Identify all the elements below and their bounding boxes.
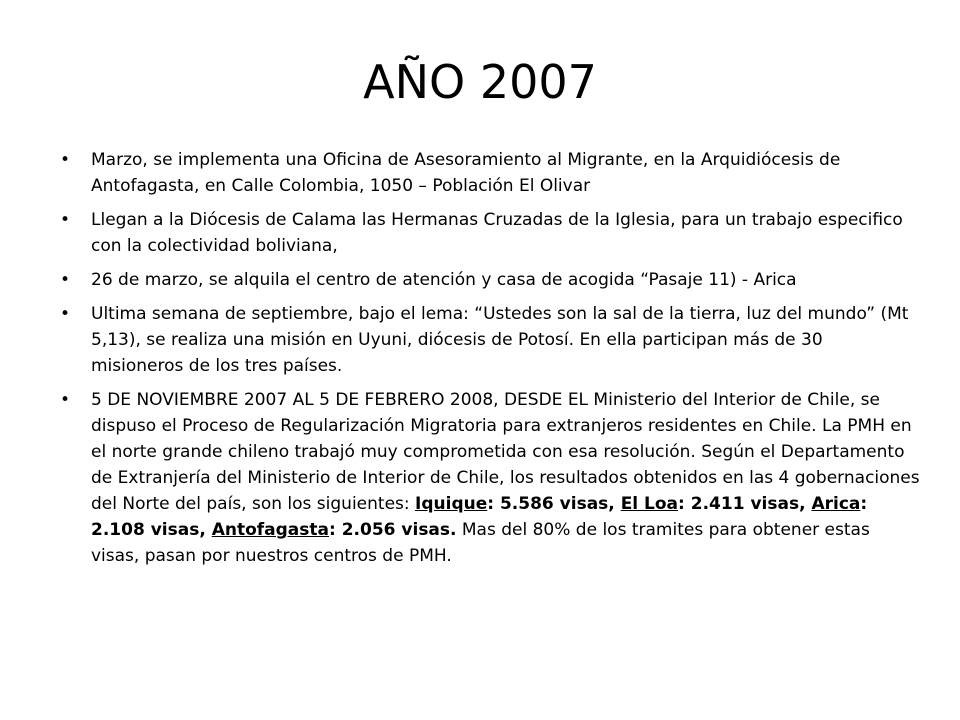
- bullet-text-outro: Mas del 80% de los tramites para obtener estas visas, pasan por nuestros centros de PMH.: [91, 520, 870, 566]
- bullet-dot: •: [60, 270, 71, 290]
- bullet-item: [60, 267, 920, 293]
- bullet-text: Ultima semana de septiembre, bajo el lema: “Ustedes son la sal de la tierra, luz del mundo” (Mt 5,13), se realiza una misión en Uyuni, diócesis de Potosí. En ella participan más de 30 misioneros de los tres países.: [91, 304, 909, 376]
- bullet-dot: •: [60, 150, 71, 170]
- result-iquique: [415, 494, 621, 514]
- result-separator: ,: [799, 494, 812, 514]
- result-value: : 2.411 visas: [678, 494, 800, 514]
- bullet-item: [60, 147, 920, 199]
- result-value: : 2.056 visas.: [329, 520, 457, 540]
- result-el-loa: [621, 494, 812, 514]
- result-place: El Loa: [620, 494, 679, 514]
- bullet-list: [60, 147, 920, 577]
- bullet-item: [60, 207, 920, 259]
- result-separator: ,: [199, 520, 212, 540]
- result-place: Iquique: [415, 494, 488, 514]
- result-value: : 5.586 visas: [487, 494, 609, 514]
- bullet-text: Marzo, se implementa una Oficina de Asesoramiento al Migrante, en la Arquidiócesis de Antofagasta, en Calle Colombia, 1050 – Población El Olivar: [91, 150, 841, 196]
- result-antofagasta: [212, 520, 457, 540]
- bullet-text-intro: 5 DE NOVIEMBRE 2007 AL 5 DE FEBRERO 2008, DESDE EL Ministerio del Interior de Chile, se dispuso el Proceso de Regularización Migratoria para extranjeros residentes en Chile. La PMH en el norte grande chileno trabajó muy comprometida con esa resolución. Según el Departamento de Extranjería del Ministerio de Interior de Chile, los resultados obtenidos en las 4 gobernaciones del Norte del país, son los siguientes:: [91, 390, 920, 514]
- bullet-item: [60, 387, 920, 569]
- bullet-dot: •: [60, 210, 71, 230]
- bullet-text: Llegan a la Diócesis de Calama las Hermanas Cruzadas de la Iglesia, para un trabajo especifico con la colectividad boliviana,: [91, 210, 903, 256]
- slide-title: AÑO 2007: [363, 55, 597, 109]
- bullet-item: [60, 301, 920, 379]
- bullet-dot: •: [60, 390, 71, 410]
- result-place: Antofagasta: [211, 520, 329, 540]
- result-value: : 2.108 visas: [91, 494, 868, 540]
- result-separator: ,: [608, 494, 621, 514]
- bullet-text: 26 de marzo, se alquila el centro de atención y casa de acogida “Pasaje 11) - Arica: [91, 270, 797, 290]
- bullet-dot: •: [60, 304, 71, 324]
- result-place: Arica: [811, 494, 861, 514]
